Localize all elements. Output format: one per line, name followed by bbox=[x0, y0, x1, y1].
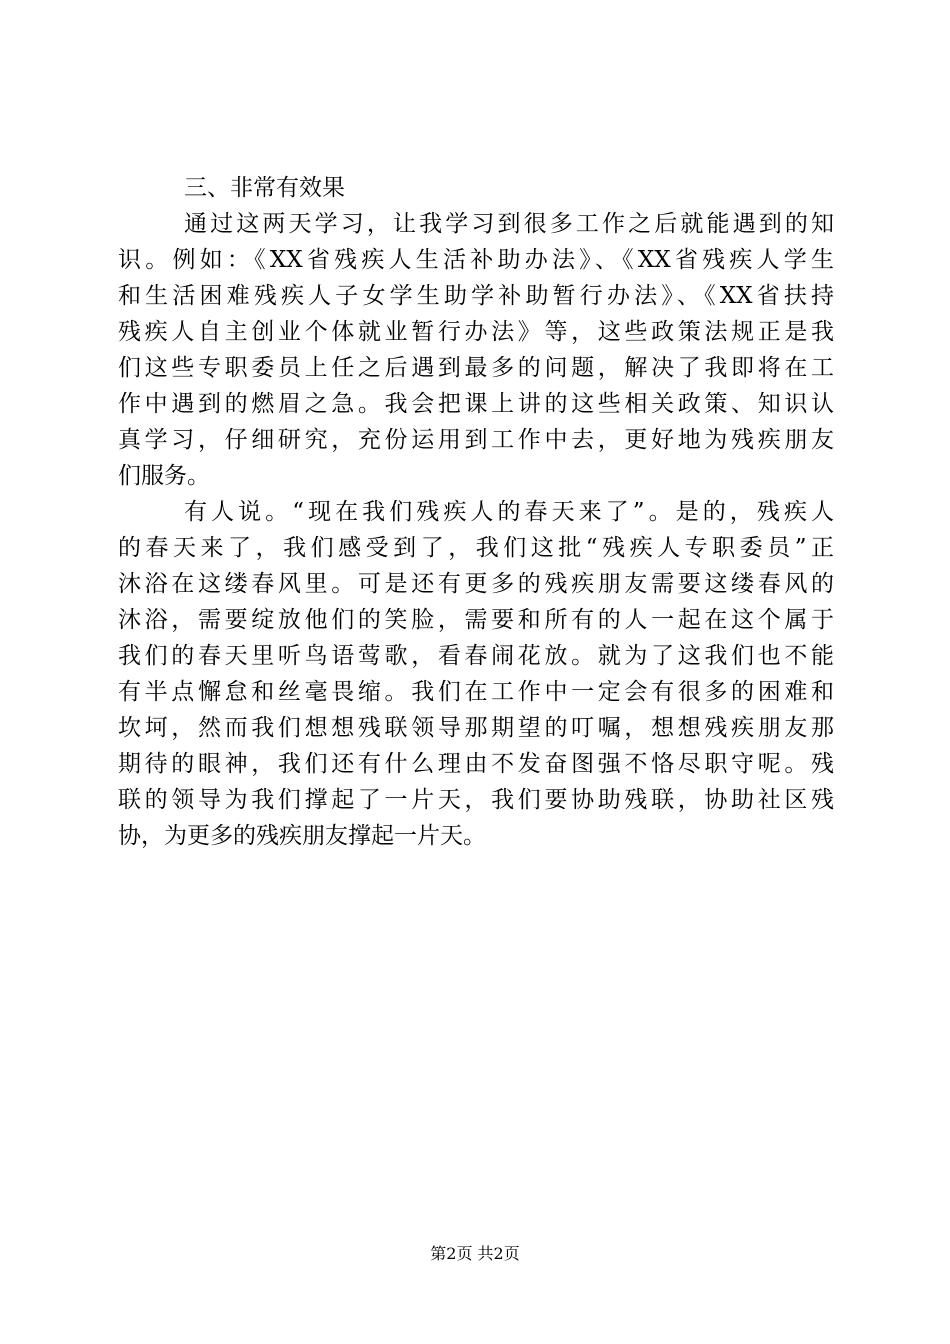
paragraph-line: 坎坷，然而我们想想残联领导那期望的叮嘱，想想残疾朋友那 bbox=[118, 715, 834, 741]
paragraph-line: 们这些专职委员上任之后遇到最多的问题，解决了我即将在工 bbox=[118, 355, 834, 381]
paragraph-1 bbox=[118, 206, 834, 494]
page-number-footer: 第2页 共2页 bbox=[430, 1244, 520, 1263]
paragraph-line: 和生活困难残疾人子女学生助学补助暂行办法》、《XX省扶持 bbox=[118, 283, 834, 309]
paragraph-line: 联的领导为我们撑起了一片天，我们要协助残联，协助社区残 bbox=[118, 787, 834, 813]
paragraph-line: 期待的眼神，我们还有什么理由不发奋图强不恪尽职守呢。残 bbox=[118, 751, 834, 777]
paragraph-line: 们服务。 bbox=[118, 463, 210, 489]
paragraph-line: 识。例如：《XX省残疾人生活补助办法》、《XX省残疾人学生 bbox=[118, 247, 834, 273]
paragraph-line: 作中遇到的燃眉之急。我会把课上讲的这些相关政策、知识认 bbox=[118, 391, 834, 417]
section-heading: 三、非常有效果 bbox=[184, 175, 345, 201]
paragraph-line: 残疾人自主创业个体就业暂行办法》等，这些政策法规正是我 bbox=[118, 319, 834, 345]
paragraph-line: 沐浴，需要绽放他们的笑脸，需要和所有的人一起在这个属于 bbox=[118, 607, 834, 633]
paragraph-line: 沐浴在这缕春风里。可是还有更多的残疾朋友需要这缕春风的 bbox=[118, 571, 834, 597]
paragraph-line: 有半点懈怠和丝毫畏缩。我们在工作中一定会有很多的困难和 bbox=[118, 679, 834, 705]
paragraph-2 bbox=[118, 494, 834, 854]
paragraph-line: 有人说。“现在我们残疾人的春天来了”。是的，残疾人 bbox=[184, 499, 834, 525]
paragraph-line: 通过这两天学习，让我学习到很多工作之后就能遇到的知 bbox=[184, 211, 834, 237]
paragraph-line: 的春天来了，我们感受到了，我们这批“残疾人专职委员”正 bbox=[118, 535, 834, 561]
paragraph-line: 我们的春天里听鸟语莺歌，看春闹花放。就为了这我们也不能 bbox=[118, 643, 834, 669]
document-body bbox=[118, 170, 834, 854]
paragraph-line: 协，为更多的残疾朋友撑起一片天。 bbox=[118, 823, 486, 849]
paragraph-line: 真学习，仔细研究，充份运用到工作中去，更好地为残疾朋友 bbox=[118, 427, 834, 453]
